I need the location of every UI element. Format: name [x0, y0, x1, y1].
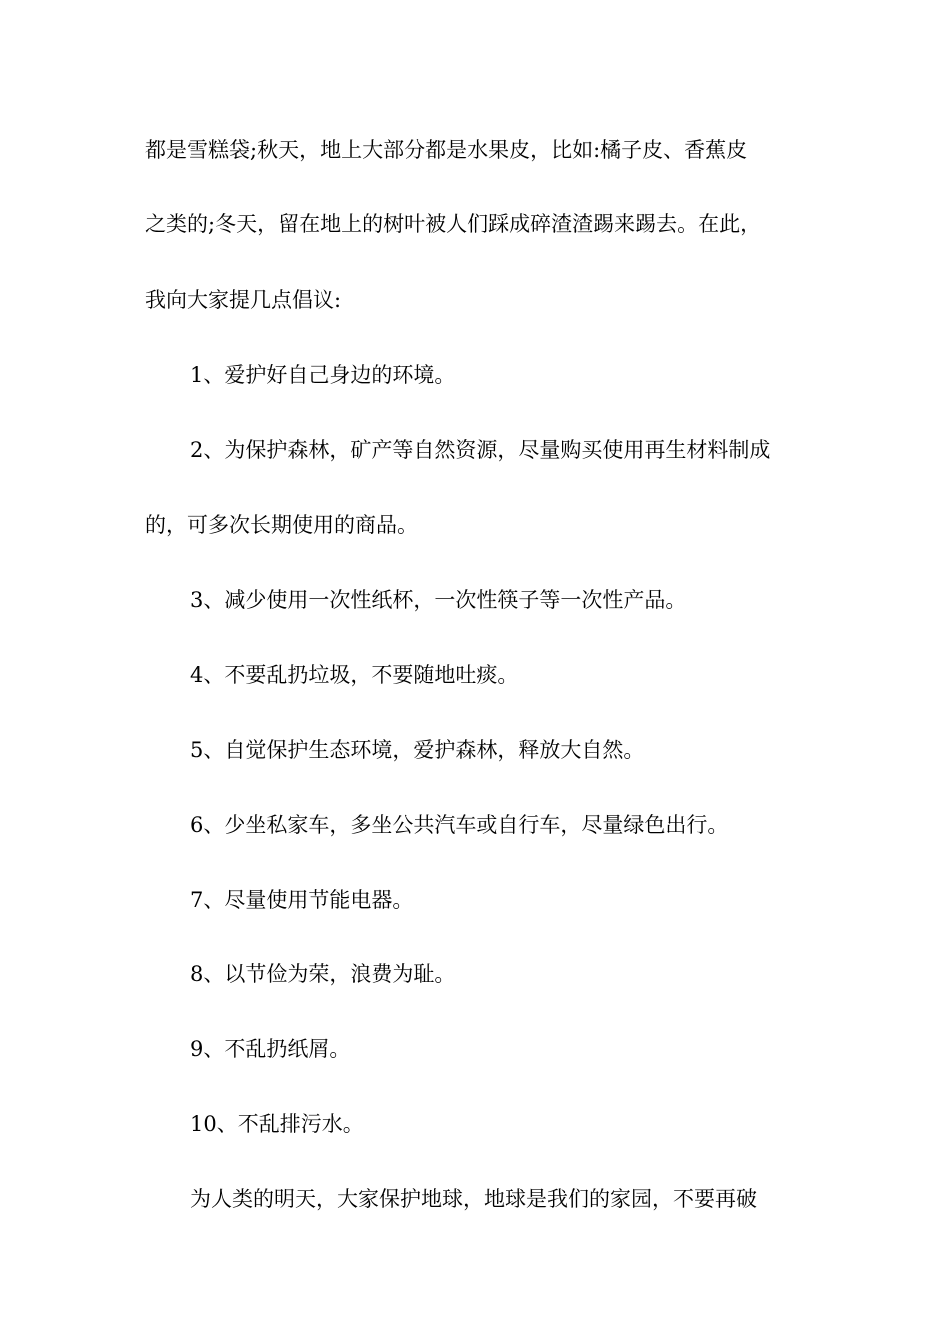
list-item: 8、以节俭为荣，浪费为耻。 [190, 962, 456, 986]
list-item: 2、为保护森林，矿产等自然资源，尽量购买使用再生材料制成 [190, 438, 771, 462]
paragraph-line: 都是雪糕袋;秋天，地上大部分都是水果皮，比如:橘子皮、香蕉皮 [145, 138, 748, 162]
list-item: 10、不乱排污水。 [190, 1112, 364, 1136]
paragraph-line: 我向大家提几点倡议: [145, 288, 342, 312]
list-item: 6、少坐私家车，多坐公共汽车或自行车，尽量绿色出行。 [190, 813, 729, 837]
paragraph-line: 为人类的明天，大家保护地球，地球是我们的家园，不要再破 [190, 1187, 757, 1211]
list-item: 3、减少使用一次性纸杯，一次性筷子等一次性产品。 [190, 588, 687, 612]
list-item: 1、爱护好自己身边的环境。 [190, 363, 456, 387]
paragraph-line: 之类的;冬天，留在地上的树叶被人们踩成碎渣渣踢来踢去。在此， [145, 212, 762, 236]
list-item: 9、不乱扔纸屑。 [190, 1037, 351, 1061]
list-item: 5、自觉保护生态环境，爱护森林，释放大自然。 [190, 738, 645, 762]
paragraph-line: 的，可多次长期使用的商品。 [145, 513, 418, 537]
list-item: 7、尽量使用节能电器。 [190, 888, 414, 912]
list-item: 4、不要乱扔垃圾，不要随地吐痰。 [190, 663, 519, 687]
